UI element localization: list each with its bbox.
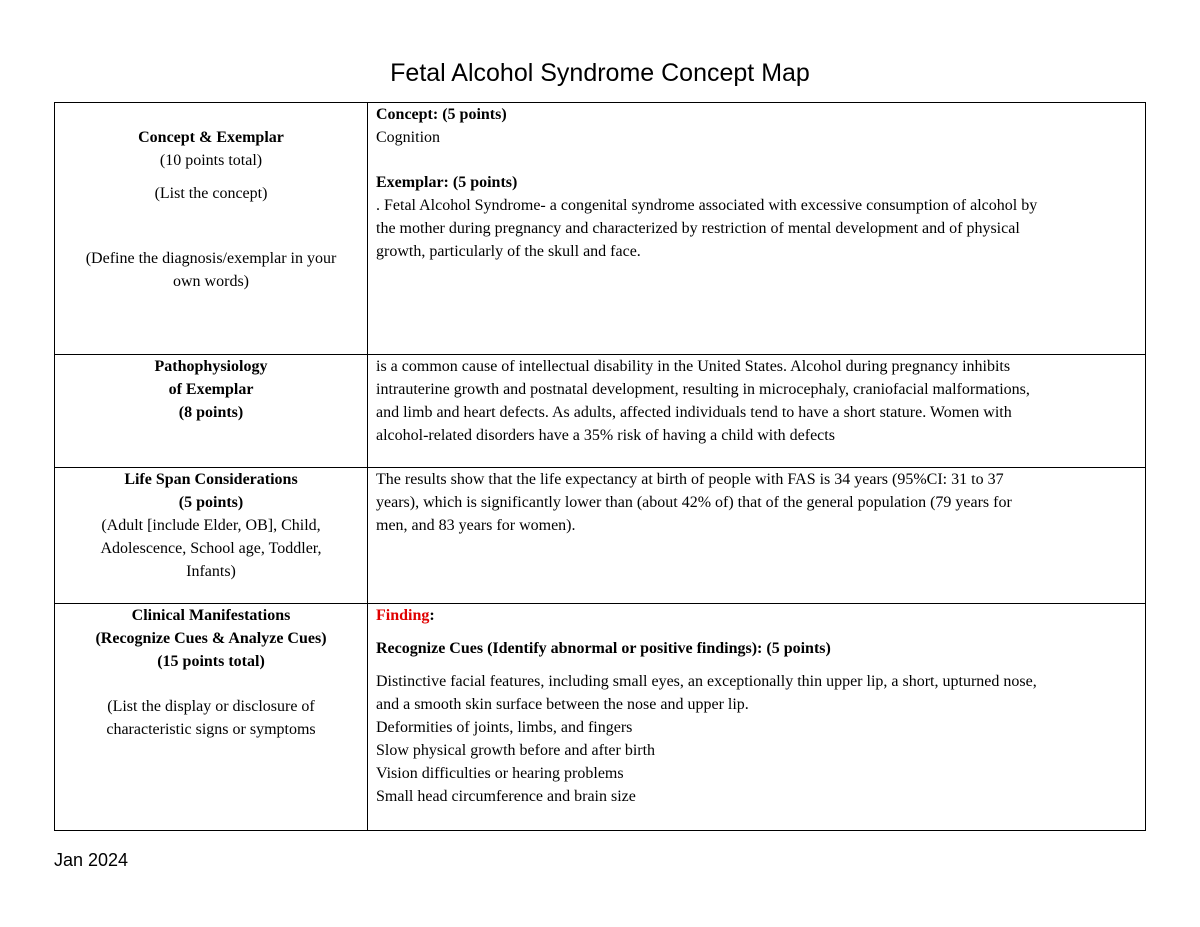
exemplar-line: the mother during pregnancy and characterized by restriction of mental development and of physical (376, 220, 1020, 237)
finding-item: Deformities of joints, limbs, and fingers (376, 719, 633, 736)
clinical-label-cell (55, 604, 368, 831)
lifespan-text-line: men, and 83 years for women). (376, 517, 576, 534)
concept-label-cell (55, 103, 368, 355)
recognize-heading: Recognize Cues (Identify abnormal or positive findings): (5 points) (376, 640, 831, 657)
patho-content-cell (368, 355, 1146, 468)
finding-heading (376, 604, 1137, 627)
page-title: Fetal Alcohol Syndrome Concept Map (390, 59, 810, 87)
clinical-label-line3: (15 points total) (157, 653, 265, 670)
lifespan-text-line: The results show that the life expectancy at birth of people with FAS is 34 years (95%CI: 31 to 37 (376, 471, 1004, 488)
finding-item: Vision difficulties or hearing problems (376, 765, 624, 782)
finding-colon: : (429, 607, 435, 624)
patho-label-line1: Pathophysiology (154, 358, 268, 375)
table-row-clinical (55, 604, 1146, 831)
lifespan-label-line2: (5 points) (178, 494, 244, 511)
finding-item: Slow physical growth before and after birth (376, 742, 656, 759)
patho-text-line: alcohol-related disorders have a 35% risk of having a child with defects (376, 427, 835, 444)
concept-label-points: (10 points total) (159, 152, 263, 169)
finding-label: Finding (376, 607, 430, 624)
clinical-label-line5: characteristic signs or symptoms (106, 721, 316, 738)
clinical-label-line2: (Recognize Cues & Analyze Cues) (95, 630, 327, 647)
finding-item: Small head circumference and brain size (376, 788, 636, 805)
concept-value: Cognition (376, 129, 441, 146)
patho-label-line3: (8 points) (178, 404, 244, 421)
patho-text-line: intrauterine growth and postnatal development, resulting in microcephaly, craniofacial malformations, (376, 381, 1030, 398)
lifespan-label-line5: Infants) (186, 563, 236, 580)
patho-text-line: is a common cause of intellectual disability in the United States. Alcohol during pregnancy inhibits (376, 358, 1011, 375)
lifespan-label-cell (55, 468, 368, 604)
lifespan-label-line3: (Adult [include Elder, OB], Child, (101, 517, 321, 534)
finding-item: Distinctive facial features, including small eyes, an exceptionally thin upper lip, a short, upturned nose, (376, 673, 1037, 690)
exemplar-heading: Exemplar: (5 points) (376, 174, 518, 191)
clinical-label-line4: (List the display or disclosure of (107, 698, 315, 715)
finding-item: and a smooth skin surface between the nose and upper lip. (376, 696, 749, 713)
table-row-concept (55, 103, 1146, 355)
patho-label-cell (55, 355, 368, 468)
concept-label-list: (List the concept) (154, 185, 268, 202)
lifespan-text-line: years), which is significantly lower than (about 42% of) that of the general population (79 years for (376, 494, 1012, 511)
concept-label-title: Concept & Exemplar (138, 129, 284, 146)
concept-label-define-2: own words) (173, 273, 249, 290)
clinical-content-cell (368, 604, 1146, 831)
patho-text-line: and limb and heart defects. As adults, affected individuals tend to have a short stature. Women with (376, 404, 1012, 421)
patho-label-line2: of Exemplar (168, 381, 254, 398)
clinical-label-line1: Clinical Manifestations (131, 607, 291, 624)
concept-heading: Concept: (5 points) (376, 106, 507, 123)
concept-map-table (54, 102, 1146, 831)
lifespan-label-line4: Adolescence, School age, Toddler, (100, 540, 322, 557)
lifespan-label-line1: Life Span Considerations (124, 471, 298, 488)
table-row-lifespan (55, 468, 1146, 604)
table-row-patho (55, 355, 1146, 468)
exemplar-line: growth, particularly of the skull and face. (376, 243, 641, 260)
exemplar-line: . Fetal Alcohol Syndrome- a congenital syndrome associated with excessive consumption of alcohol by (376, 197, 1038, 214)
footer-date: Jan 2024 (54, 850, 129, 870)
lifespan-content-cell (368, 468, 1146, 604)
concept-content-cell (368, 103, 1146, 355)
concept-label-define-1: (Define the diagnosis/exemplar in your (85, 250, 337, 267)
